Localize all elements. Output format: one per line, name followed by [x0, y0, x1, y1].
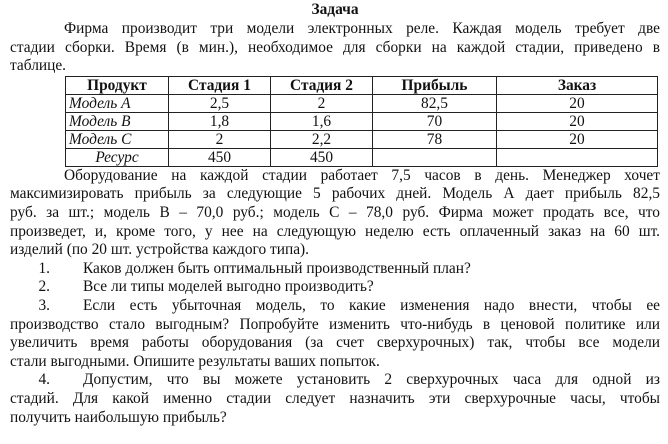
cell-product: Модель В — [66, 112, 169, 130]
question-number: 1. — [38, 259, 50, 277]
body-line-1: Оборудование на каждой стадии работает 7,5 часов в день. Менеджер хочет — [64, 166, 660, 184]
cell-product: Модель С — [66, 130, 169, 148]
intro-line-2: стадии сборки. Время (в мин.), необходимое для сборки на каждой стадии, приведено в — [10, 38, 660, 56]
body-line-2: максимизировать прибыль за следующие 5 рабочих дней. Модель А дает прибыль 82,5 — [10, 185, 660, 203]
table-row-resource — [66, 148, 658, 166]
cell-stage-1: 2 — [169, 130, 271, 148]
question-2 — [10, 278, 660, 297]
header-product: Продукт — [66, 76, 169, 94]
question-text: Допустим, что вы можете установить 2 сверхурочных часа для одной из — [83, 371, 660, 389]
table-row — [66, 130, 658, 148]
question-text: Все ли типы моделей выгодно производить? — [83, 278, 374, 296]
body-line-4: произведет, и, кроме того, у нее на следующую неделю есть оплаченный заказ на 60 шт. — [10, 222, 660, 240]
question-number: 4. — [38, 371, 50, 389]
body-line-3: руб. за шт.; модель В – 70,0 руб.; модель С – 78,0 руб. Фирма может продать все, что — [10, 203, 660, 221]
table-row — [66, 112, 658, 130]
question-text: Каков должен быть оптимальный производственный план? — [83, 259, 471, 277]
table-row — [66, 94, 658, 112]
cell-order — [497, 148, 658, 166]
question-4-line-2: стадий. Для какой именно стадии следует назначить эти сверхурочные часы, чтобы — [10, 389, 660, 407]
header-order: Заказ — [497, 76, 658, 94]
cell-product: Модель А — [66, 94, 169, 112]
document-page — [10, 0, 660, 427]
question-4-line-3: получить наибольшую прибыль? — [10, 408, 227, 426]
question-number: 2. — [38, 278, 50, 296]
intro-line-3: таблице. — [10, 57, 67, 75]
header-stage-2: Стадия 2 — [271, 76, 373, 94]
question-3-line-2: производство стало выгодным? Попробуйте изменить что-нибудь в ценовой политике или — [10, 315, 660, 333]
body-line-5: изделий (по 20 шт. устройства каждого типа). — [10, 241, 310, 259]
page-title: Задача — [311, 1, 359, 18]
intro-line-1: Фирма производит три модели электронных реле. Каждая модель требует две — [64, 20, 660, 37]
cell-order: 20 — [497, 130, 658, 148]
cell-profit — [373, 148, 497, 166]
header-profit: Прибыль — [373, 76, 497, 94]
data-table — [65, 76, 658, 167]
cell-profit: 82,5 — [373, 94, 497, 112]
cell-order: 20 — [497, 112, 658, 130]
cell-profit: 70 — [373, 112, 497, 130]
cell-stage-1: 1,8 — [169, 112, 271, 130]
question-4 — [10, 371, 660, 427]
cell-profit: 78 — [373, 130, 497, 148]
question-3-line-4: стали выгодными. Опишите результаты ваших попыток. — [10, 352, 380, 370]
question-3-line-3: увеличить время работы оборудования (за счет сверхурочных) так, чтобы все модели — [10, 334, 660, 352]
table-header-row — [66, 76, 658, 94]
cell-stage-2: 450 — [271, 148, 373, 166]
cell-product: Ресурс — [66, 148, 169, 166]
header-stage-1: Стадия 1 — [169, 76, 271, 94]
cell-stage-2: 1,6 — [271, 112, 373, 130]
cell-stage-2: 2,2 — [271, 130, 373, 148]
question-3 — [10, 297, 660, 371]
question-1 — [10, 260, 660, 279]
question-text: Если есть убыточная модель, то какие изменения надо внести, чтобы ее — [83, 296, 660, 314]
cell-stage-1: 450 — [169, 148, 271, 166]
cell-stage-2: 2 — [271, 94, 373, 112]
question-number: 3. — [38, 296, 50, 314]
cell-order: 20 — [497, 94, 658, 112]
cell-stage-1: 2,5 — [169, 94, 271, 112]
